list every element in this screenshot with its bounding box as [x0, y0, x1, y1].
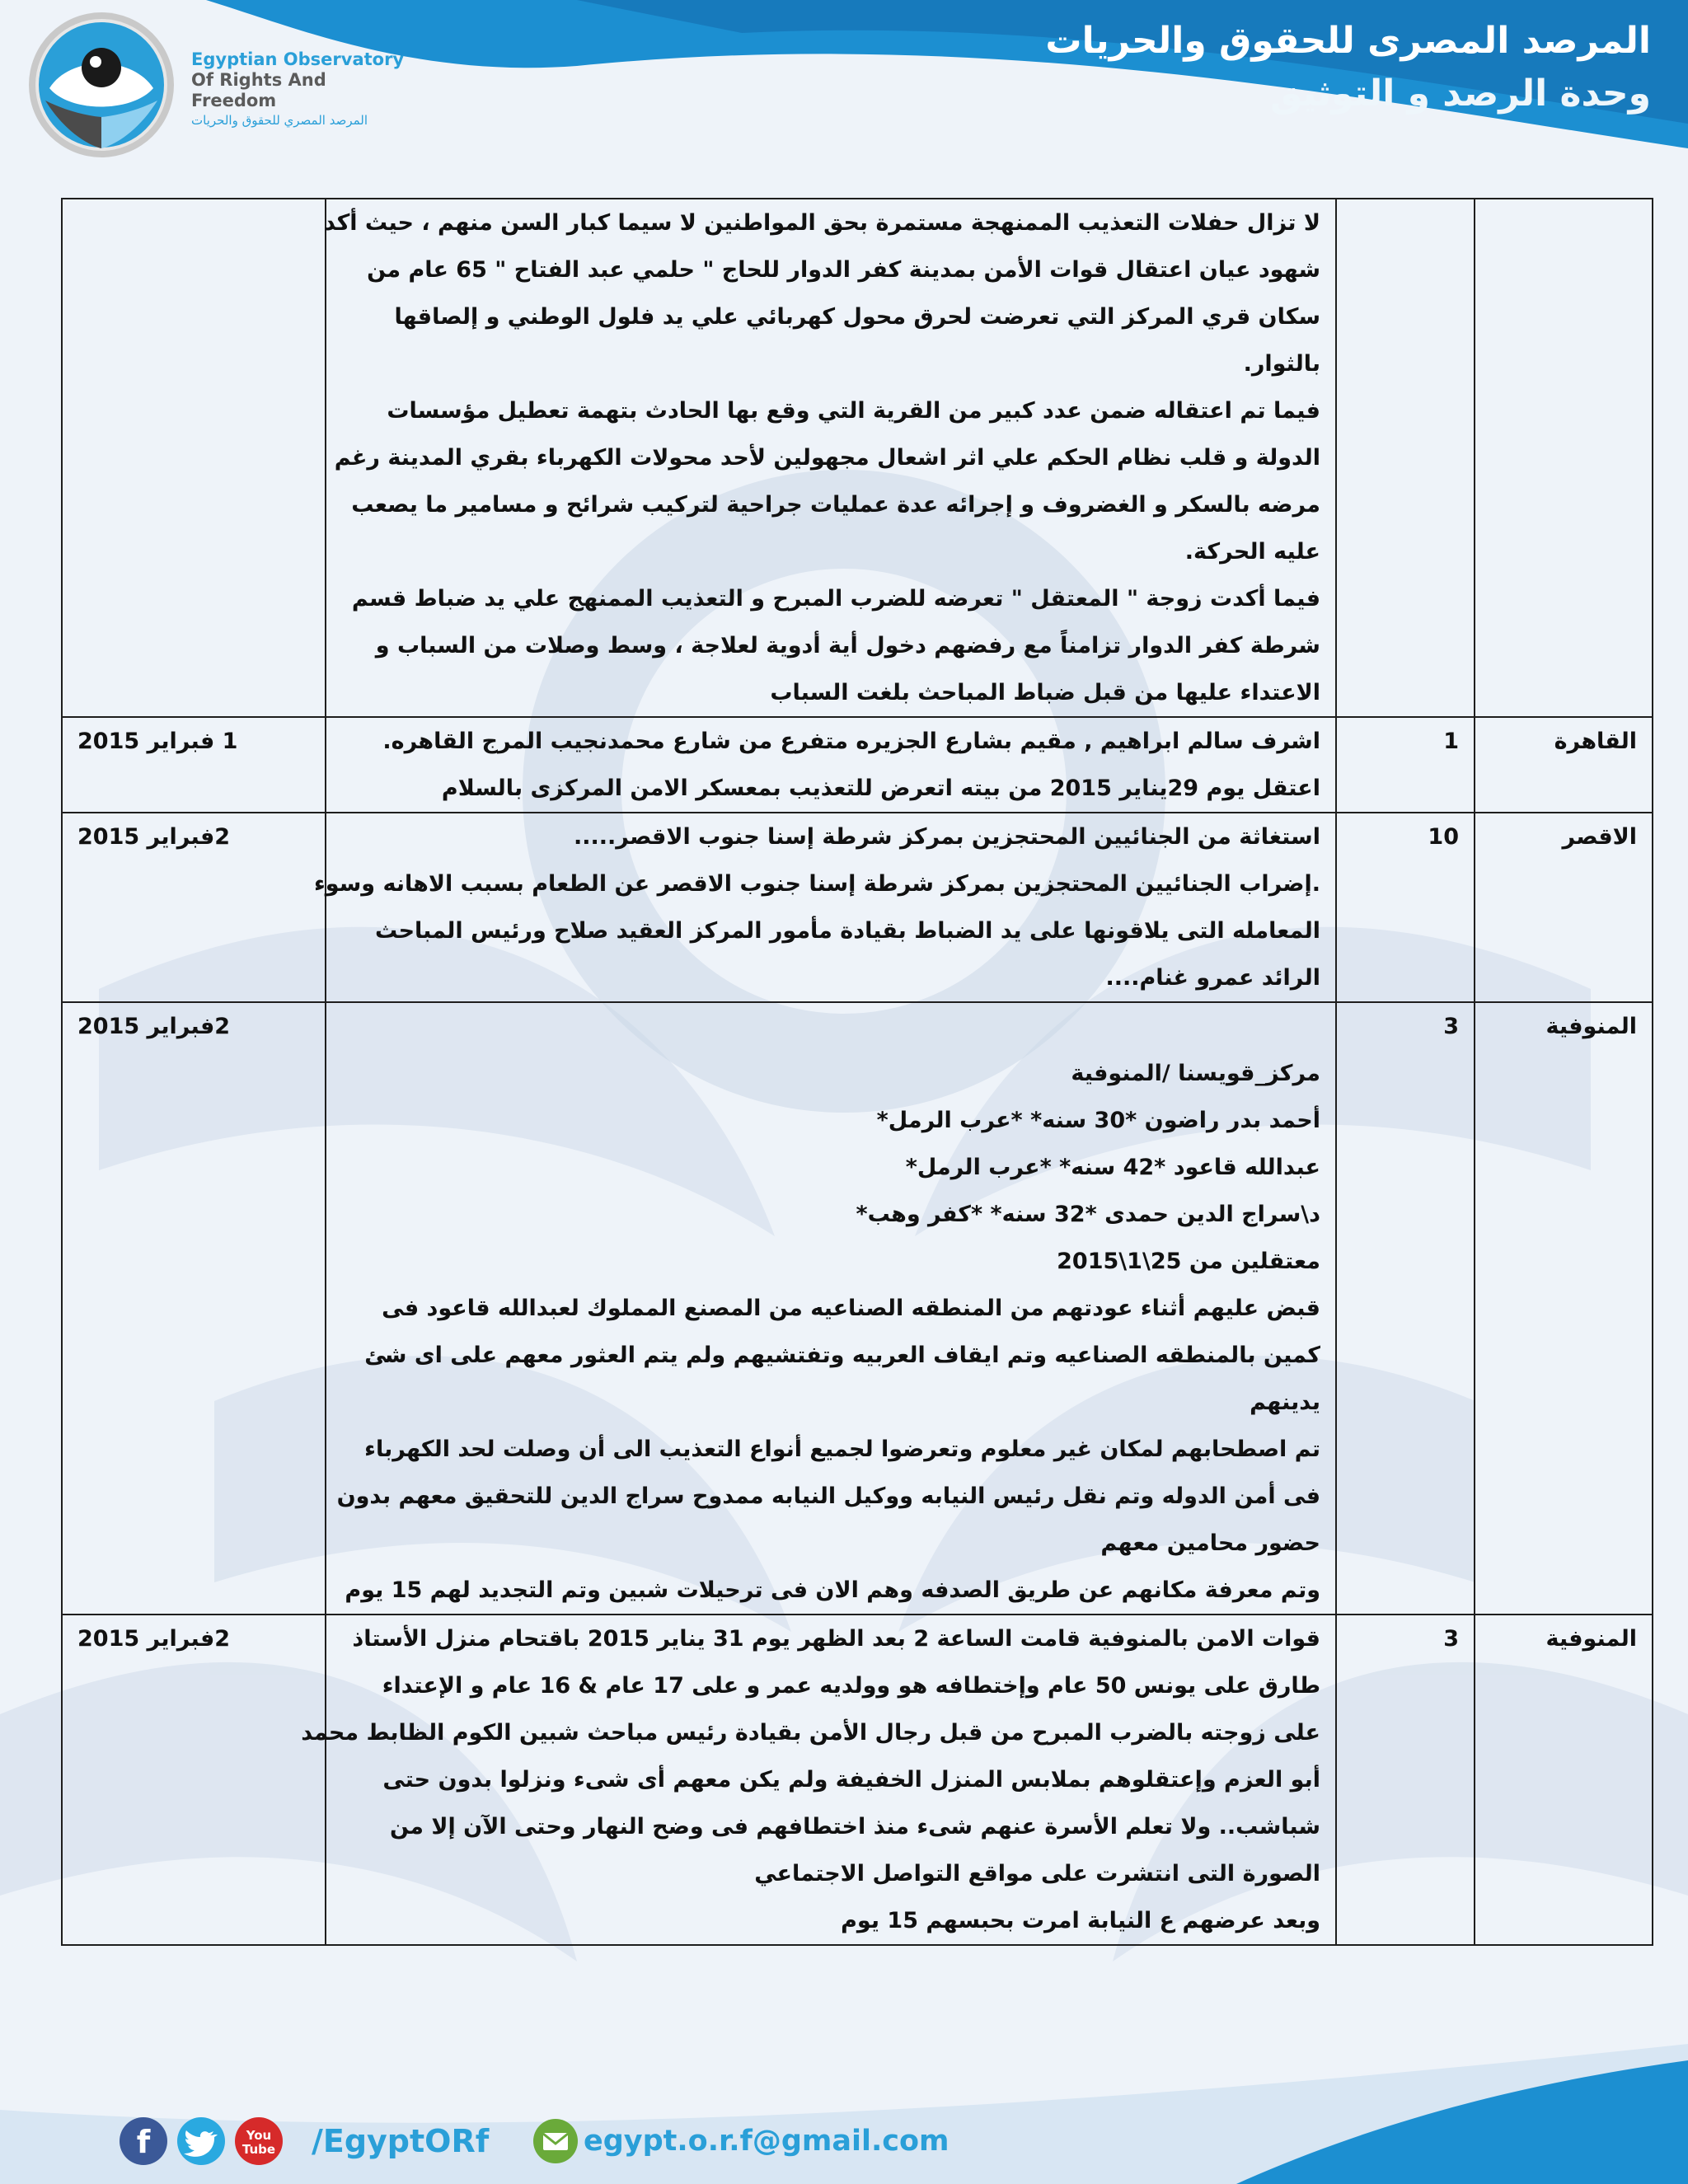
detail-line: عبدالله قاعود *42 سنه* *عرب الرمل*	[905, 1155, 1320, 1180]
date-cell: 2فبراير 2015	[62, 1002, 326, 1615]
email-icon	[532, 2118, 579, 2164]
report-table	[61, 198, 1653, 1946]
detail-line: شهود عيان اعتقال قوات الأمن بمدينة كفر الدوار للحاج " حلمي عبد الفتاح " 65 عام من	[367, 257, 1320, 283]
governorate-cell	[1475, 199, 1653, 717]
detail-line: مركز_قويسنا /المنوفية	[1071, 1061, 1320, 1086]
detail-line: مرضه بالسكر و الغضروف و إجرائه عدة عمليات جراحية لتركيب شرائح و مسامير ما يصعب	[351, 492, 1320, 518]
detail-line: أبو العزم وإعتقلوهم بملابس المنزل الخفيفة ولم يكن معهم أی شیء ونزلوا بدون حتى	[382, 1767, 1320, 1793]
detail-line: أحمد بدر راضون *30 سنه* *عرب الرمل*	[876, 1108, 1320, 1133]
facebook-icon[interactable]	[119, 2116, 168, 2166]
table-row	[62, 813, 1653, 1002]
date-cell: 2فبراير 2015	[62, 1615, 326, 1945]
detail-line: عليه الحركة.	[1184, 539, 1320, 565]
detail-line: حضور محامين معهم	[1100, 1530, 1320, 1556]
detail-line: استغاثة من الجنائيين المحتجزين بمركز شرطة إسنا جنوب الاقصر.....	[573, 824, 1320, 850]
count-cell: 3	[1336, 1615, 1475, 1945]
youtube-glyph-line1: You	[246, 2128, 272, 2143]
details-cell	[326, 717, 1336, 813]
detail-line: د\سراج الدين حمدى *32 سنه* *كفر وهب*	[856, 1202, 1320, 1227]
detail-line: فى أمن الدوله وتم نقل رئيس النيابه ووكيل النيابه ممدوح سراج الدين للتحقيق معهم بدون	[336, 1483, 1320, 1509]
detail-line: قوات الامن بالمنوفية قامت الساعة 2 بعد الظهر يوم 31 يناير 2015 باقتحام منزل الأستاذ	[352, 1626, 1320, 1652]
detail-line: اشرف سالم ابراهيم , مقيم بشارع الجزيره متفرع من شارع محمدنجيب المرج القاهره.	[382, 729, 1320, 754]
facebook-glyph: f	[136, 2124, 151, 2160]
detail-line: فيما تم اعتقاله ضمن عدد كبير من القرية التي وقع بها الحادث بتهمة تعطيل مؤسسات	[387, 398, 1320, 424]
date-cell	[62, 199, 326, 717]
detail-line: وبعد عرضهم ع النيابة امرت بحبسهم 15 يوم	[841, 1908, 1320, 1933]
detail-line	[341, 1003, 1320, 1050]
detail-line: الدولة و قلب نظام الحكم علي اثر اشعال مجهولين لأحد محولات الكهرباء بقري المدينة رغم	[334, 445, 1320, 471]
detail-line: بالثوار.	[1243, 351, 1320, 377]
detail-line: الصورة التی انتشرت علی مواقع التواصل الاجتماعي	[754, 1861, 1320, 1886]
detail-line: تم اصطحابهم لمكان غير معلوم وتعرضوا لجميع أنواع التعذيب الى أن وصلت لحد الكهرباء	[364, 1436, 1320, 1462]
detail-line: قبض عليهم أثناء عودتهم من المنطقه الصناعيه من المصنع المملوك لعبدالله قاعود فى	[382, 1296, 1320, 1321]
count-cell: 1	[1336, 717, 1475, 813]
header-subtitle: وحدة الرصد و التوثيق	[1270, 73, 1651, 115]
social-handle[interactable]: /EgyptORf	[312, 2123, 490, 2159]
detail-line: شرطة كفر الدوار تزامناً مع رفضهم دخول أية أدوية لعلاجة ، وسط وصلات من السباب و	[375, 633, 1320, 658]
organization-logo	[25, 10, 178, 160]
details-cell	[323, 199, 1336, 717]
logo-title-line1: Egyptian Observatory	[191, 49, 405, 69]
detail-line: فيما أكدت زوجة " المعتقل " تعرضه للضرب المبرح و التعذيب الممنهج علي يد ضباط قسم	[351, 586, 1320, 612]
logo-wordmark	[191, 49, 406, 129]
logo-title-line2: Of Rights And Freedom	[191, 70, 326, 110]
detail-line: .إضراب الجنائيين المحتجزين بمركز شرطة إسنا جنوب الاقصر عن الطعام بسبب الاهانه وسوء	[314, 871, 1320, 897]
detail-line: المعامله التى يلاقونها على يد الضباط بقيادة مأمور المركز العقيد صلاح ورئيس المباحث	[374, 918, 1320, 944]
detail-line: الرائد عمرو غنام....	[1105, 965, 1320, 991]
table-row	[62, 199, 1653, 717]
details-cell	[314, 813, 1336, 1002]
table-row	[62, 1615, 1653, 1945]
youtube-glyph-line2: Tube	[241, 2142, 276, 2157]
date-cell: 1 فبراير 2015	[62, 717, 326, 813]
logo-title-arabic: المرصد المصري للحقوق والحريات	[191, 113, 368, 128]
detail-line: كمين بالمنطقه الصناعيه وتم ايقاف العربيه وتفتشيهم ولم يتم العثور معهم على اى شئ	[364, 1343, 1320, 1368]
detail-line: شباشب.. ولا تعلم الأسرة عنهم شیء منذ اختطافهم فی وضح النهار وحتى الآن إلا من	[390, 1814, 1320, 1840]
detail-line: معتقلين من 25\1\2015	[1057, 1249, 1320, 1274]
header-title: المرصد المصرى للحقوق والحريات	[1045, 20, 1651, 62]
detail-line: طارق علی يونس 50 عام وإختطافه هو وولديه عمر و علی 17 عام & 16 عام و الإعتداء	[382, 1673, 1320, 1699]
twitter-glyph: t	[200, 2164, 202, 2165]
email-link[interactable]: egypt.o.r.f@gmail.com	[584, 2125, 950, 2158]
detail-line: اعتقل يوم 29يناير 2015 من بيته اتعرض للتعذيب بمعسكر الامن المركزى بالسلام	[441, 776, 1320, 801]
detail-line: سكان قري المركز التي تعرضت لحرق محول كهربائي علي يد فلول الوطني و إلصاقها	[394, 304, 1320, 330]
twitter-icon[interactable]	[176, 2116, 226, 2166]
governorate-cell: الاقصر	[1475, 813, 1653, 1002]
detail-line: لا تزال حفلات التعذيب الممنهجة مستمرة بحق المواطنين لا سيما كبار السن منهم ، حيث أكد	[323, 210, 1320, 236]
date-cell: 2فبراير 2015	[62, 813, 326, 1002]
count-cell	[1336, 199, 1475, 717]
governorate-cell: المنوفية	[1475, 1615, 1653, 1945]
governorate-cell: المنوفية	[1475, 1002, 1653, 1615]
table-row	[62, 717, 1653, 813]
youtube-icon[interactable]	[234, 2116, 284, 2166]
table-row	[62, 1002, 1653, 1615]
governorate-cell: القاهرة	[1475, 717, 1653, 813]
detail-line: علی زوجته بالضرب المبرح من قبل رجال الأمن بقيادة رئيس مباحث شبين الكوم الظابط محمد	[301, 1720, 1320, 1746]
detail-line: وتم معرفة مكانهم عن طريق الصدفه وهم الان فى ترحيلات شبين وتم التجديد لهم 15 يوم	[345, 1577, 1320, 1603]
detail-line: الاعتداء عليها من قبل ضباط المباحث بلغت السباب	[770, 680, 1320, 705]
count-cell: 10	[1336, 813, 1475, 1002]
count-cell: 3	[1336, 1002, 1475, 1615]
details-cell	[301, 1615, 1336, 1945]
details-cell	[326, 1002, 1336, 1615]
detail-line: يدينهم	[1250, 1390, 1320, 1415]
